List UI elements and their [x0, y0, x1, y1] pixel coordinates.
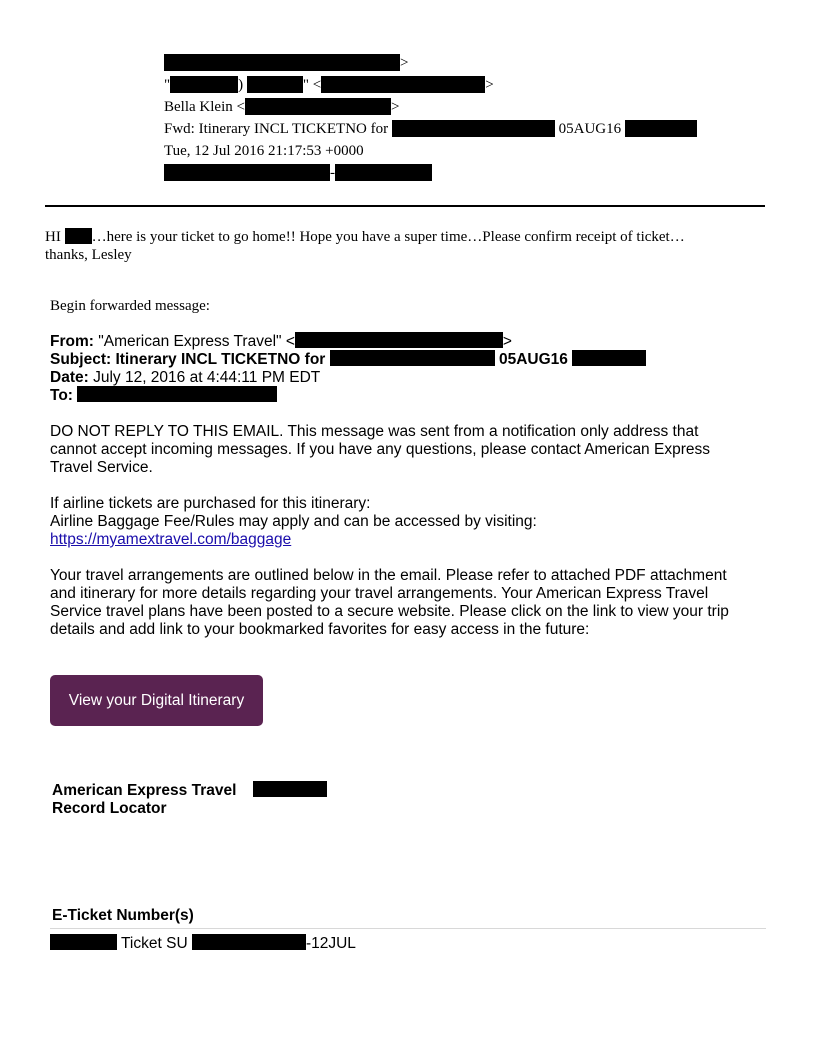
redacted-ticket-prefix: [50, 934, 117, 950]
redacted-attachment-1: [164, 164, 330, 181]
arrangements-paragraph: Your travel arrangements are outlined below in the email. Please refer to attached PDF attachment and itinerary for more details regarding your travel arrangements. Your American Express Travel Service travel plans have been posted to a secure website. Please click on the link to view your trip details and add link to your bookmarked favorites for easy access in the future:: [50, 567, 729, 638]
subject-value: Fwd: Itinerary INCL TICKETNO for 05AUG16: [164, 119, 697, 139]
fwd-from-row: From: "American Express Travel" < >: [50, 333, 512, 350]
intro-line-1: HI …here is your ticket to go home!! Hope you have a super time…Please confirm receipt of ticket…: [45, 229, 685, 245]
redacted-to-address: [321, 76, 485, 93]
eticket-row: Ticket SU -12JUL: [50, 935, 356, 953]
eticket-heading: E-Ticket Number(s): [52, 907, 194, 924]
to-value: " ) " < >: [164, 77, 494, 93]
locator-line-1: American Express Travel: [52, 782, 237, 799]
cc-name: Bella Klein <: [164, 99, 245, 115]
date-value: Tue, 12 Jul 2016 21:17:53 +0000: [164, 143, 364, 159]
redacted-subject-name: [392, 120, 555, 137]
locator-line-2: Record Locator: [52, 800, 167, 817]
from-suffix: >: [400, 55, 409, 71]
header-divider: [45, 205, 765, 207]
baggage-link[interactable]: https://myamextravel.com/baggage: [50, 531, 292, 548]
redacted-from-address: [164, 54, 400, 71]
begin-forwarded-label: Begin forwarded message:: [50, 298, 210, 314]
cc-value: Bella Klein < >: [164, 99, 400, 115]
redacted-to-name-2: [247, 76, 303, 93]
redacted-subject-code: [625, 120, 697, 137]
redacted-fwd-from-address: [295, 332, 503, 348]
view-digital-itinerary-label: View your Digital Itinerary: [68, 691, 245, 709]
attachments-value[interactable]: -: [164, 163, 432, 183]
redacted-fwd-subject-name: [330, 350, 495, 366]
fwd-subject-row: Subject: Itinerary INCL TICKETNO for 05AUG16: [50, 351, 646, 369]
eticket-divider: [50, 928, 766, 929]
redacted-fwd-to-address: [77, 386, 277, 402]
baggage-paragraph: If airline tickets are purchased for this itinerary: Airline Baggage Fee/Rules may apply and can be accessed by visiting: https://myamextravel.com/baggage: [50, 495, 537, 548]
redacted-fwd-subject-code: [572, 350, 646, 366]
notice-paragraph: DO NOT REPLY TO THIS EMAIL. This message was sent from a notification only address that cannot accept incoming messages. If you have any questions, please contact American Express Travel Service.: [50, 423, 710, 476]
redacted-recipient-name: [65, 228, 92, 244]
redacted-to-name-1: [170, 76, 238, 93]
intro-line-2: thanks, Lesley: [45, 247, 132, 263]
view-digital-itinerary-button[interactable]: [50, 675, 263, 726]
record-locator-block: [52, 782, 327, 818]
fwd-date-row: Date: July 12, 2016 at 4:44:11 PM EDT: [50, 369, 321, 386]
redacted-record-locator: [253, 781, 327, 797]
from-value: [164, 53, 408, 73]
redacted-attachment-2: [335, 164, 432, 181]
redacted-ticket-number: [192, 934, 306, 950]
fwd-to-row: To:: [50, 387, 277, 405]
redacted-cc-address: [245, 98, 391, 115]
